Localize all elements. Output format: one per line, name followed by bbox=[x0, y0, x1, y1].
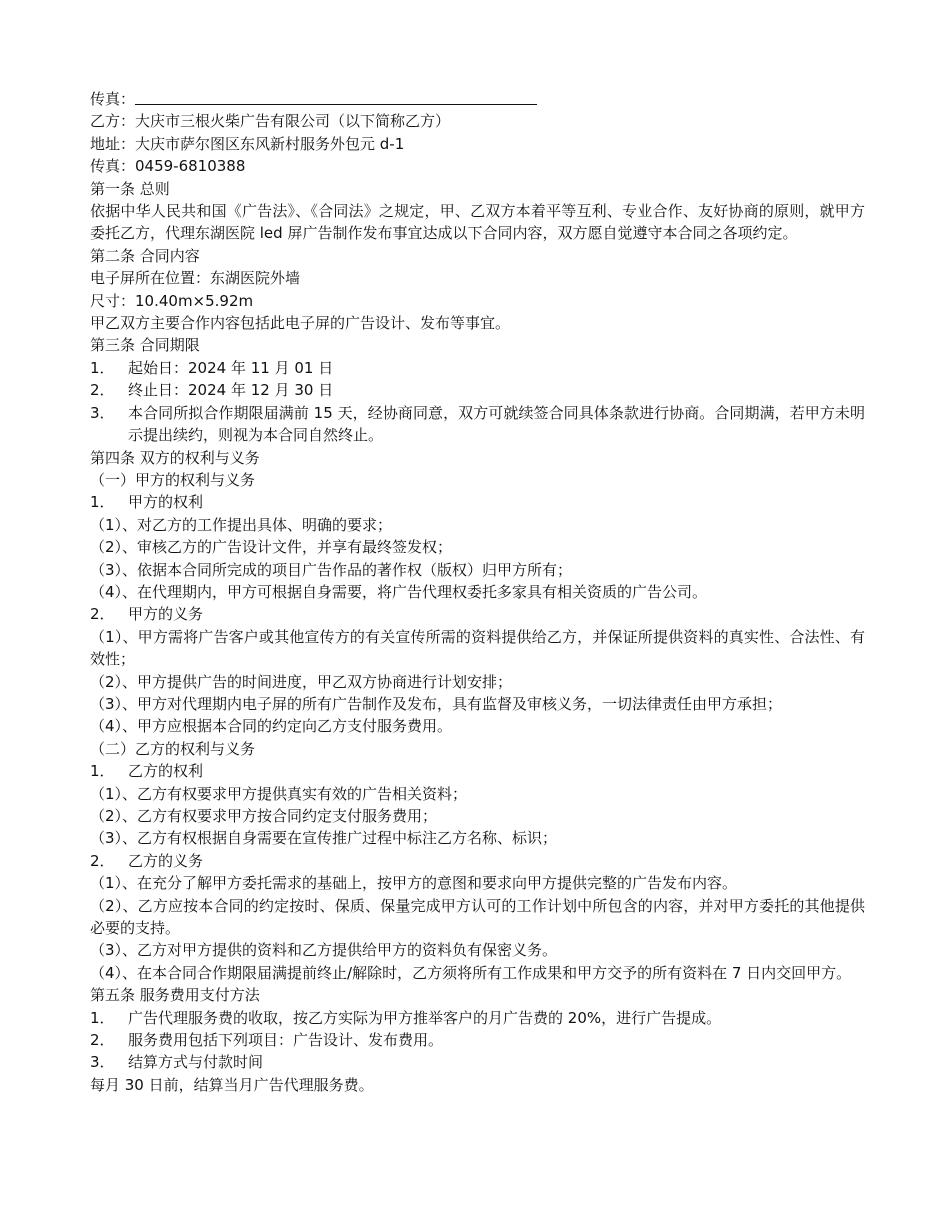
list-item: （2）、审核乙方的广告设计文件，并享有最终签发权； bbox=[90, 538, 453, 557]
list-item: （2）、甲方提供广告的时间进度，甲乙双方协商进行计划安排； bbox=[90, 672, 513, 691]
contract-page bbox=[90, 88, 865, 1096]
list-item: 2． 终止日：2024 年 12 月 30 日 bbox=[90, 381, 334, 400]
list-item: （3）、乙方有权根据自身需要在宣传推广过程中标注乙方名称、标识； bbox=[90, 829, 558, 848]
list-item: （4）、在本合同合作期限届满提前终止/解除时，乙方须将所有工作成果和甲方交予的所有资料在 7 日内交回甲方。 bbox=[90, 963, 852, 982]
fax-b: 传真：0459-6810388 bbox=[90, 157, 246, 176]
list-item: （1）、甲方需将广告客户或其他宣传方的有关宣传所需的资料提供给乙方，并保证所提供资料的真实性、合法性、有效性； bbox=[90, 627, 865, 669]
list-item: （3）、依据本合同所完成的项目广告作品的著作权（版权）归甲方所有； bbox=[90, 560, 573, 579]
article-1-title: 第一条 总则 bbox=[90, 179, 170, 198]
screen-location: 电子屏所在位置：东湖医院外墙 bbox=[90, 269, 301, 288]
list-item: （4）、在代理期内，甲方可根据自身需要，将广告代理权委托多家具有相关资质的广告公司。 bbox=[90, 582, 708, 601]
cooperation-scope: 甲乙双方主要合作内容包括此电子屏的广告设计、发布等事宜。 bbox=[90, 314, 511, 333]
list-item: （3）、乙方对甲方提供的资料和乙方提供给甲方的资料负有保密义务。 bbox=[90, 941, 558, 960]
screen-size: 尺寸：10.40m×5.92m bbox=[90, 291, 254, 310]
list-item: 2． 服务费用包括下列项目：广告设计、发布费用。 bbox=[90, 1031, 444, 1050]
list-item: 3． 本合同所拟合作期限届满前 15 天，经协商同意，双方可就续签合同具体条款进行协商。合同期满，若甲方未明示提出续约，则视为本合同自然终止。 bbox=[90, 403, 865, 445]
party-b: 乙方：大庆市三根火柴广告有限公司（以下简称乙方） bbox=[90, 112, 451, 131]
article-5-title: 第五条 服务费用支付方法 bbox=[90, 986, 260, 1005]
list-item: （3）、甲方对代理期内电子屏的所有广告制作及发布，具有监督及审核义务，一切法律责任由甲方承担； bbox=[90, 694, 783, 713]
list-item: 1． 广告代理服务费的收取，按乙方实际为甲方推举客户的月广告费的 20%，进行广告提成。 bbox=[90, 1008, 722, 1027]
settlement-note: 每月 30 日前，结算当月广告代理服务费。 bbox=[90, 1075, 374, 1094]
list-item: （2）、乙方应按本合同的约定按时、保质、保量完成甲方认可的工作计划中所包含的内容，并对甲方委托的其他提供必要的支持。 bbox=[90, 896, 865, 938]
list-item: （2）、乙方有权要求甲方按合同约定支付服务费用； bbox=[90, 807, 438, 825]
list-item: 1． 乙方的权利 bbox=[90, 762, 204, 781]
list-item: 2． 甲方的义务 bbox=[90, 605, 204, 624]
list-item: 2． 乙方的义务 bbox=[90, 851, 204, 870]
address: 地址：大庆市萨尔图区东风新村服务外包元 d-1 bbox=[90, 134, 405, 153]
list-item: （1）、乙方有权要求甲方提供真实有效的广告相关资料； bbox=[90, 784, 468, 803]
section-a-title: （一）甲方的权利与义务 bbox=[90, 470, 256, 489]
list-item: 3． 结算方式与付款时间 bbox=[90, 1053, 264, 1072]
section-b-title: （二）乙方的权利与义务 bbox=[90, 739, 256, 758]
fax-label: 传真： bbox=[90, 90, 136, 108]
article-2-title: 第二条 合同内容 bbox=[90, 246, 200, 265]
list-item: 1． 甲方的权利 bbox=[90, 493, 204, 512]
list-item: （1）、在充分了解甲方委托需求的基础上，按甲方的意图和要求向甲方提供完整的广告发布内容。 bbox=[90, 874, 738, 893]
article-4-title: 第四条 双方的权利与义务 bbox=[90, 448, 260, 467]
fax-line-a bbox=[90, 88, 865, 110]
fax-blank bbox=[135, 89, 537, 105]
article-3-title: 第三条 合同期限 bbox=[90, 336, 200, 355]
list-item: （4）、甲方应根据本合同的约定向乙方支付服务费用。 bbox=[90, 717, 453, 736]
list-item: 1． 起始日：2024 年 11 月 01 日 bbox=[90, 358, 334, 377]
list-item: （1）、对乙方的工作提出具体、明确的要求； bbox=[90, 515, 393, 534]
article-1-body: 依据中华人民共和国《广告法》、《合同法》之规定，甲、乙双方本着平等互利、专业合作、友好协商的原则，就甲方委托乙方，代理东湖医院 led 屏广告制作发布事宜达成以下合同内容，双方愿自觉遵守本合同之各项约定。 bbox=[90, 202, 865, 243]
